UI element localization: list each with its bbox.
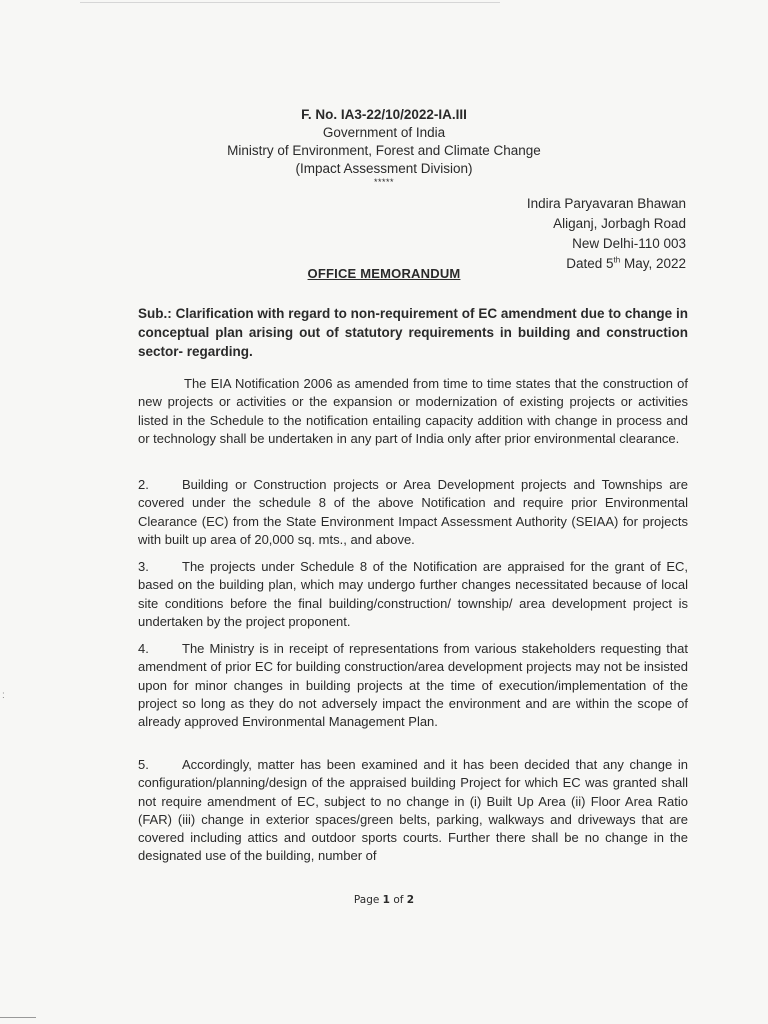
separator-stars: ***** xyxy=(373,177,394,187)
scan-top-edge xyxy=(80,2,500,3)
address-line-3: New Delhi-110 003 xyxy=(572,236,686,251)
margin-mark: : xyxy=(2,690,5,701)
paragraph-5 xyxy=(138,756,688,866)
paragraph-5-text: Accordingly, matter has been examined and it has been decided that any change in configuration/planning/design of the appraised building Project for which EC was granted shall not require amendment of EC, subject to no change in (i) Built Up Area (ii) Floor Area Ratio (FAR) (iii) change in exterior spaces/green belts, parking, walkways and driveways that are covered including attics and outdoor sports courts. Further there shall be no change in the designated use of the building, number of xyxy=(138,757,688,864)
paragraph-4-text: The Ministry is in receipt of representations from various stakeholders requesting that amendment of prior EC for building construction/area development projects may not be insisted upon for minor changes in building projects at the time of execution/implementation of the project so long as they do not adversely impact the environment and are within the scope of already approved Environmental Management Plan. xyxy=(138,641,688,730)
page-total: 2 xyxy=(406,894,415,906)
paragraph-1-text: The EIA Notification 2006 as amended from time to time states that the construction of new projects or activities or the expansion or modernization of existing projects or activities listed in the Schedule to the notification entailing capacity addition with change in process and or technology shall be undertaken in any part of India only after prior environmental clearance. xyxy=(138,376,688,446)
paragraph-2-text: Building or Construction projects or Area Development projects and Townships are covered under the schedule 8 of the above Notification and require prior Environmental Clearance (EC) from the State Environment Impact Assessment Authority (SEIAA) for projects with built up area of 20,000 sq. mts., and above. xyxy=(138,477,688,547)
paragraph-3 xyxy=(138,558,688,631)
paragraph-3-number: 3. xyxy=(138,559,149,574)
letterhead xyxy=(0,106,768,187)
paragraph-4-number: 4. xyxy=(138,641,149,656)
scan-bottom-edge xyxy=(0,1017,36,1018)
office-address xyxy=(527,194,686,274)
paragraph-5-number: 5. xyxy=(138,757,149,772)
page-number xyxy=(0,894,768,906)
paragraph-3-text: The projects under Schedule 8 of the Notification are appraised for the grant of EC, based on the building plan, which may undergo further changes necessitated because of local site conditions before the final building/construction/ township/ area development project is undertaken by the project proponent. xyxy=(138,559,688,629)
paragraph-4 xyxy=(138,640,688,731)
page-label: Page xyxy=(353,894,383,906)
date-ordinal: th xyxy=(613,255,621,265)
paragraph-1 xyxy=(138,375,688,448)
page-current: 1 xyxy=(382,894,390,906)
address-line-1: Indira Paryavaran Bhawan xyxy=(526,196,686,211)
paragraph-2-number: 2. xyxy=(138,477,149,492)
division-line: (Impact Assessment Division) xyxy=(295,161,473,176)
paragraph-2 xyxy=(138,476,688,549)
date-suffix: May, 2022 xyxy=(620,256,686,271)
government-line: Government of India xyxy=(322,125,446,140)
memo-title: OFFICE MEMORANDUM xyxy=(307,266,461,281)
page-of: of xyxy=(389,894,407,906)
file-number: F. No. IA3-22/10/2022-IA.III xyxy=(301,107,467,122)
subject-line: Sub.: Clarification with regard to non-requirement of EC amendment due to change in conceptual plan arising out of statutory requirements in building and construction sector- regarding. xyxy=(138,306,688,359)
ministry-line: Ministry of Environment, Forest and Climate Change xyxy=(227,143,541,158)
address-line-2: Aliganj, Jorbagh Road xyxy=(553,216,686,231)
date-prefix: Dated 5 xyxy=(566,256,614,271)
